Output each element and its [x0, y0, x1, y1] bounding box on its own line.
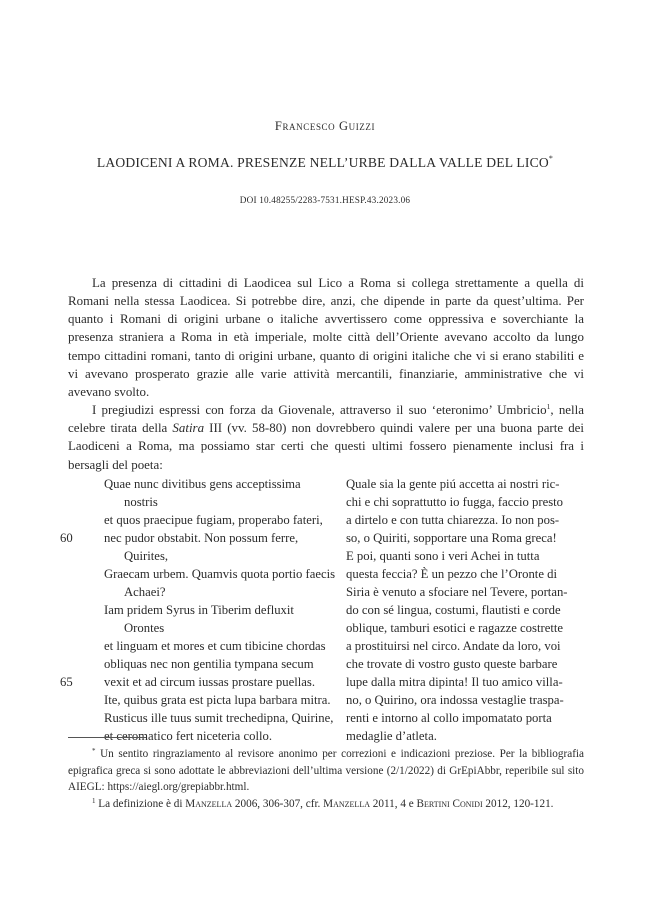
footnote-separator [68, 737, 146, 738]
article-title-text: LAODICENI A ROMA. PRESENZE NELL’URBE DALLA VALLE DEL LICO [96, 155, 549, 170]
line-number: 60 [60, 531, 73, 545]
translation-line: che trovate di vostro gusto queste barbare [346, 657, 558, 671]
translation-line: a prostituirsi nel circo. Andate da loro, voi [346, 639, 561, 653]
verse-line-60 [60, 529, 340, 547]
verse-text: vexit et ad circum iussas prostare puellas. [104, 675, 316, 689]
verse-continuation: Orontes [124, 621, 165, 635]
paragraph-2-text-c: III (vv. 58-80) non dovrebbero quindi valere per una buona parte dei Laodiceni a Roma, ma possiamo star certi che questi ultimi fossero pienamente inclusi fra i bersagli del poeta: [68, 420, 585, 472]
paragraph-2-text-a: I pregiudizi espressi con forza da Giovenale, attraverso il suo ‘eteronimo’ Umbricio [92, 402, 547, 418]
line-number: 65 [60, 675, 73, 689]
footnote-ref-1[interactable]: 1 [546, 402, 551, 412]
translation-line: renti e intorno al collo impomatato porta [346, 711, 552, 725]
verse-line: Quae nunc divitibus gens acceptissima [104, 477, 301, 491]
verse-text: nec pudor obstabit. Non possum ferre, [104, 531, 299, 545]
footnote-text: 2011, 4 e [369, 797, 417, 810]
footnote-1 [68, 796, 584, 813]
verse-line: et ceromatico fert niceteria collo. [104, 729, 273, 743]
footnote-text: Un sentito ringraziamento al revisore anonimo per correzioni e indicazioni preziose. Per la bibliografia epigrafica greca si sono adottate le abbreviazioni dell’ultima versione (2/1/2022) di GrEpiAbbr, reperibile sul sito AIEGL: https://aiegl.org/grepiabbr.html. [68, 748, 584, 793]
verse-line: Graecam urbem. Quamvis quota portio faecis [104, 567, 336, 581]
translation-line: no, o Quirino, ora indossa vestaglie traspa- [346, 693, 564, 707]
paragraph-1: La presenza di cittadini di Laodicea sul Lico a Roma si collega strettamente a quella di Romani nella stessa Laodicea. Si potrebbe dire, anzi, che dipende in parte da quest’ultima. Per quanto i Romani di origini urbane o italiche avvertissero come oppressiva e soverchiante la presenza straniera a Roma in età imperiale, molte città dell’Oriente avevano accolto da lungo tempo cittadini romani, tanto di origini urbane, quanto di origini italiche che vi si erano stabiliti e vi avevano prosperato grazie alle varie attività mercantili, finanziarie, amministrative che vi avevano svolto. [68, 275, 584, 399]
footnote-marker: * [92, 747, 96, 755]
article-title [0, 154, 650, 171]
article-author: Francesco Guizzi [274, 119, 376, 133]
verse-continuation: Achaei? [124, 585, 166, 599]
verse-line: et quos praecipue fugiam, properabo fateri, [104, 513, 323, 527]
cited-author: Manzella [185, 797, 233, 810]
italian-translation [346, 475, 586, 745]
title-footnote-marker[interactable]: * [548, 154, 554, 163]
translation-line: chi e chi soprattutto io fugga, faccio presto [346, 495, 564, 509]
work-title-satira: Satira [172, 420, 205, 436]
verse-line: Ite, quibus grata est picta lupa barbara mitra. [104, 693, 331, 707]
footnote-marker: 1 [92, 796, 96, 805]
footnote-text: 2012, 120-121. [482, 797, 554, 810]
translation-line: Siria è venuto a sfociare nel Tevere, portan- [346, 585, 568, 599]
translation-line: oblique, tamburi esotici e ragazze costrette [346, 621, 564, 635]
footnote-text: La definizione è di [95, 797, 186, 810]
translation-line: lupe dalla mitra dipinta! Il tuo amico villa- [346, 675, 563, 689]
cited-author: Bertini Conidi [416, 797, 483, 810]
latin-verses [60, 475, 340, 745]
translation-line: medaglie d’atleta. [346, 729, 437, 743]
verse-line: Rusticus ille tuus sumit trechedipna, Quirine, [104, 711, 334, 725]
paragraph-2-text-b: , nella celebre tirata della [68, 402, 584, 436]
verse-line: et linguam et mores et cum tibicine chordas [104, 639, 326, 653]
translation-line: Quale sia la gente piú accetta ai nostri ric- [346, 477, 560, 491]
verse-line: obliquas nec non gentilia tympana secum [104, 657, 314, 671]
verse-continuation: Quirites, [124, 549, 169, 563]
translation-line: E poi, quanti sono i veri Achei in tutta [346, 549, 540, 563]
translation-line: a dirtelo e con tutta chiarezza. Io non pos- [346, 513, 560, 527]
verse-continuation: nostris [124, 495, 158, 509]
doi-line[interactable]: DOI 10.48255/2283-7531.HESP.43.2023.06 [239, 195, 411, 205]
article-body [68, 274, 584, 474]
footnote-star [68, 746, 584, 796]
cited-author: Manzella [323, 797, 370, 810]
footnotes [68, 746, 584, 812]
verse-line-65 [60, 673, 340, 691]
translation-line: questa feccia? È un pezzo che l’Oronte di [346, 567, 557, 581]
translation-line: do con sé lingua, costumi, flautisti e corde [346, 603, 561, 617]
verse-line: Iam pridem Syrus in Tiberim defluxit [104, 603, 294, 617]
paragraph-2 [68, 401, 584, 474]
translation-line: so, o Quiriti, sopportare una Roma greca! [346, 531, 557, 545]
footnote-text: 2006, 306-307, cfr. [232, 797, 324, 810]
